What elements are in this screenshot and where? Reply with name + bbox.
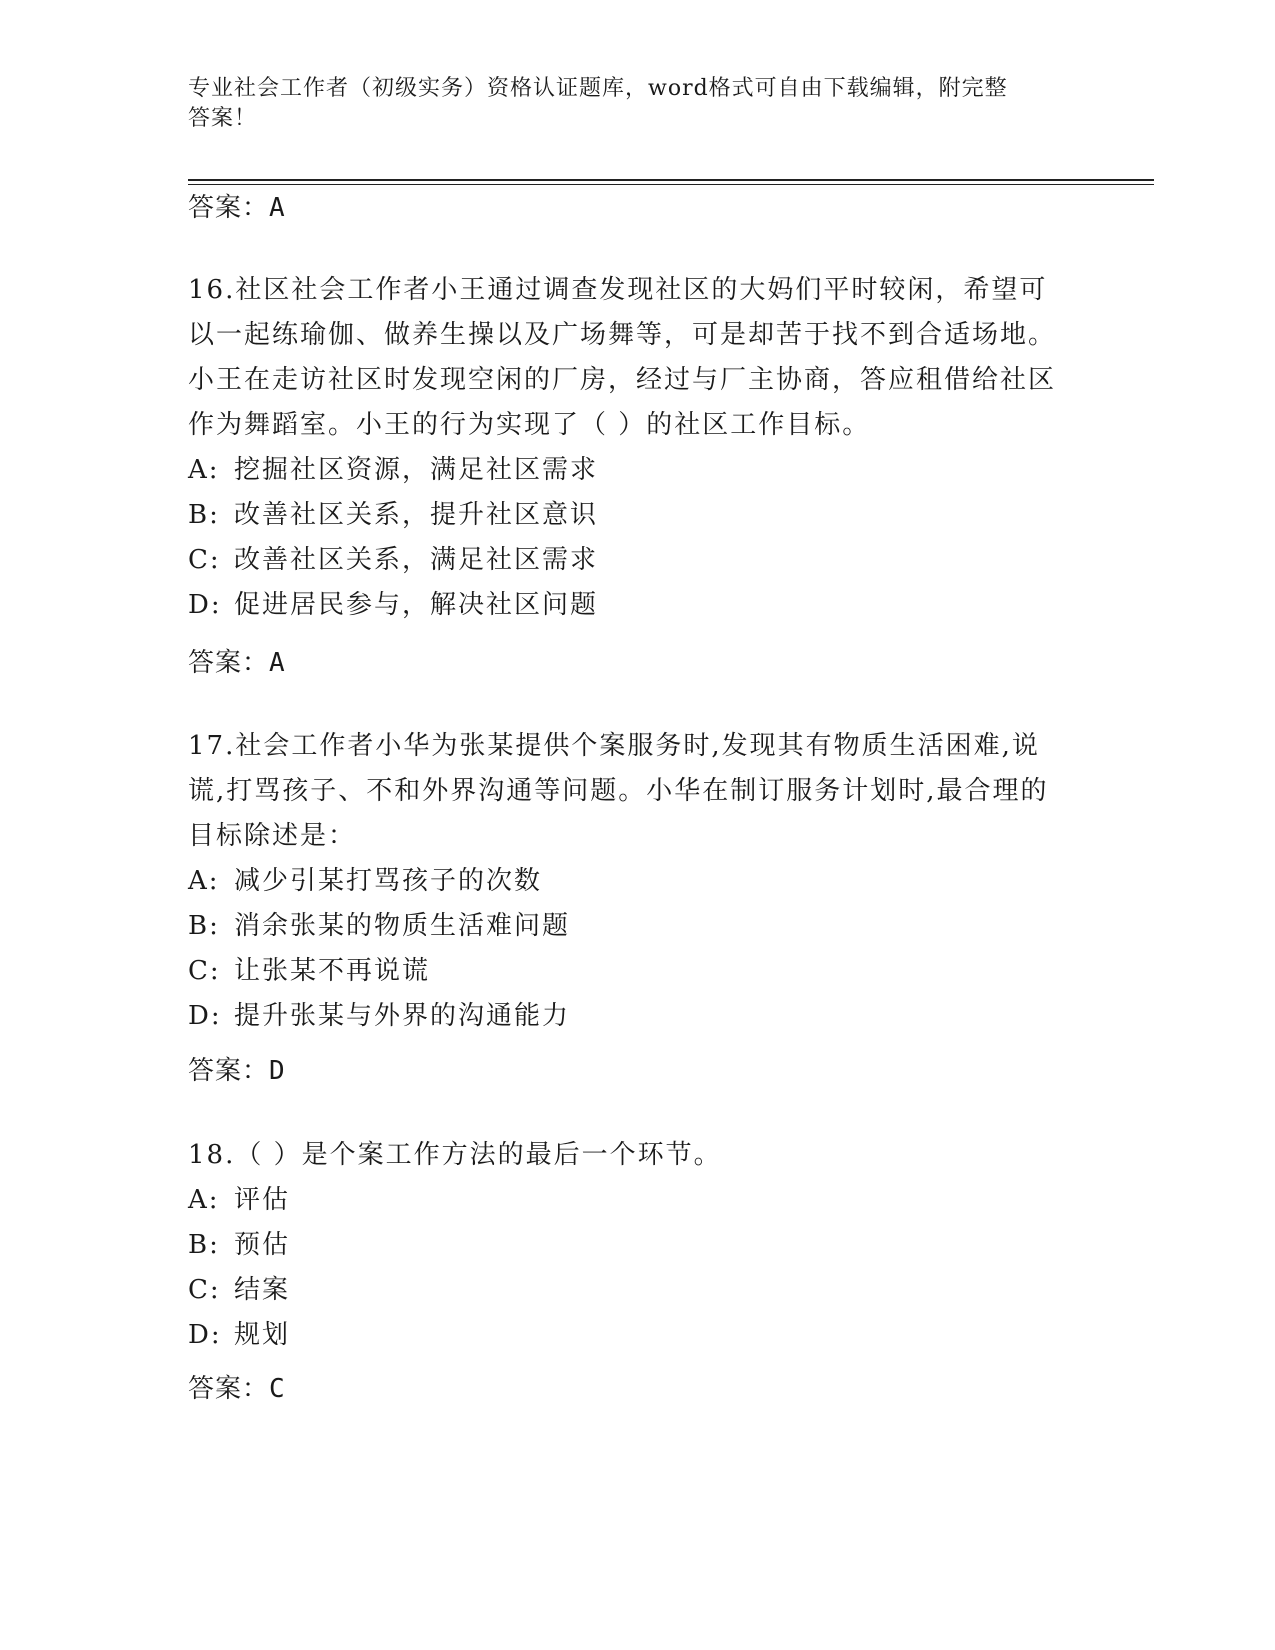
option-key: A: xyxy=(188,866,220,896)
answer-17 xyxy=(188,1054,286,1088)
answer-value: A xyxy=(269,648,286,678)
answer-label: 答案： xyxy=(188,193,270,223)
previous-answer xyxy=(188,191,286,225)
option-key: C: xyxy=(188,956,221,986)
document-header xyxy=(188,74,1068,134)
option-text: 评估 xyxy=(234,1185,291,1215)
option-text: 改善社区关系，满足社区需求 xyxy=(234,545,599,575)
header-rule-thick xyxy=(188,179,1154,181)
header-line-1: 专业社会工作者（初级实务）资格认证题库，word格式可自由下载编辑，附完整 xyxy=(188,76,1008,101)
answer-label: 答案： xyxy=(188,648,270,678)
option-text: 规划 xyxy=(234,1320,291,1350)
option-d xyxy=(188,1313,1068,1358)
question-stem: 18.（ ）是个案工作方法的最后一个环节。 xyxy=(188,1140,722,1170)
option-text: 提升张某与外界的沟通能力 xyxy=(234,1001,571,1031)
answer-value: C xyxy=(269,1374,286,1404)
option-key: B: xyxy=(188,500,220,530)
option-key: D: xyxy=(188,590,222,620)
option-text: 改善社区关系，提升社区意识 xyxy=(234,500,599,530)
header-rule-thin xyxy=(188,184,1154,185)
option-b xyxy=(188,904,1068,949)
answer-value: D xyxy=(269,1056,286,1086)
option-text: 挖掘社区资源，满足社区需求 xyxy=(234,455,599,485)
option-c xyxy=(188,1268,1068,1313)
option-c xyxy=(188,949,1068,994)
question-stem: 17.社会工作者小华为张某提供个案服务时,发现其有物质生活困难,说谎,打骂孩子、不和外界沟通等问题。小华在制订服务计划时,最合理的目标除述是： xyxy=(188,731,1049,851)
option-key: A: xyxy=(188,1185,220,1215)
answer-label: 答案： xyxy=(188,1056,270,1086)
option-text: 结案 xyxy=(234,1275,291,1305)
option-key: C: xyxy=(188,1275,221,1305)
option-d xyxy=(188,583,1068,628)
answer-label: 答案： xyxy=(188,1374,270,1404)
option-text: 消余张某的物质生活难问题 xyxy=(234,911,571,941)
option-key: C: xyxy=(188,545,221,575)
option-key: D: xyxy=(188,1320,222,1350)
option-d xyxy=(188,994,1068,1039)
option-b xyxy=(188,1223,1068,1268)
option-text: 让张某不再说谎 xyxy=(234,956,431,986)
option-key: B: xyxy=(188,1230,220,1260)
answer-18 xyxy=(188,1372,286,1406)
question-18 xyxy=(188,1133,1068,1358)
answer-16 xyxy=(188,646,286,680)
option-key: A: xyxy=(188,455,220,485)
question-17 xyxy=(188,724,1068,1039)
option-a xyxy=(188,1178,1068,1223)
option-text: 减少引某打骂孩子的次数 xyxy=(234,866,543,896)
header-line-2: 答案！ xyxy=(188,106,258,131)
option-c xyxy=(188,538,1068,583)
option-key: D: xyxy=(188,1001,222,1031)
option-text: 促进居民参与，解决社区问题 xyxy=(234,590,599,620)
option-a xyxy=(188,448,1068,493)
option-b xyxy=(188,493,1068,538)
answer-value: A xyxy=(269,193,286,223)
option-a xyxy=(188,859,1068,904)
option-key: B: xyxy=(188,911,220,941)
option-text: 预估 xyxy=(234,1230,291,1260)
question-stem: 16.社区社会工作者小王通过调查发现社区的大妈们平时较闲，希望可以一起练瑜伽、做养生操以及广场舞等，可是却苦于找不到合适场地。小王在走访社区时发现空闲的厂房，经过与厂主协商，答应租借给社区作为舞蹈室。小王的行为实现了（ ）的社区工作目标。 xyxy=(188,275,1057,440)
question-16 xyxy=(188,268,1068,628)
